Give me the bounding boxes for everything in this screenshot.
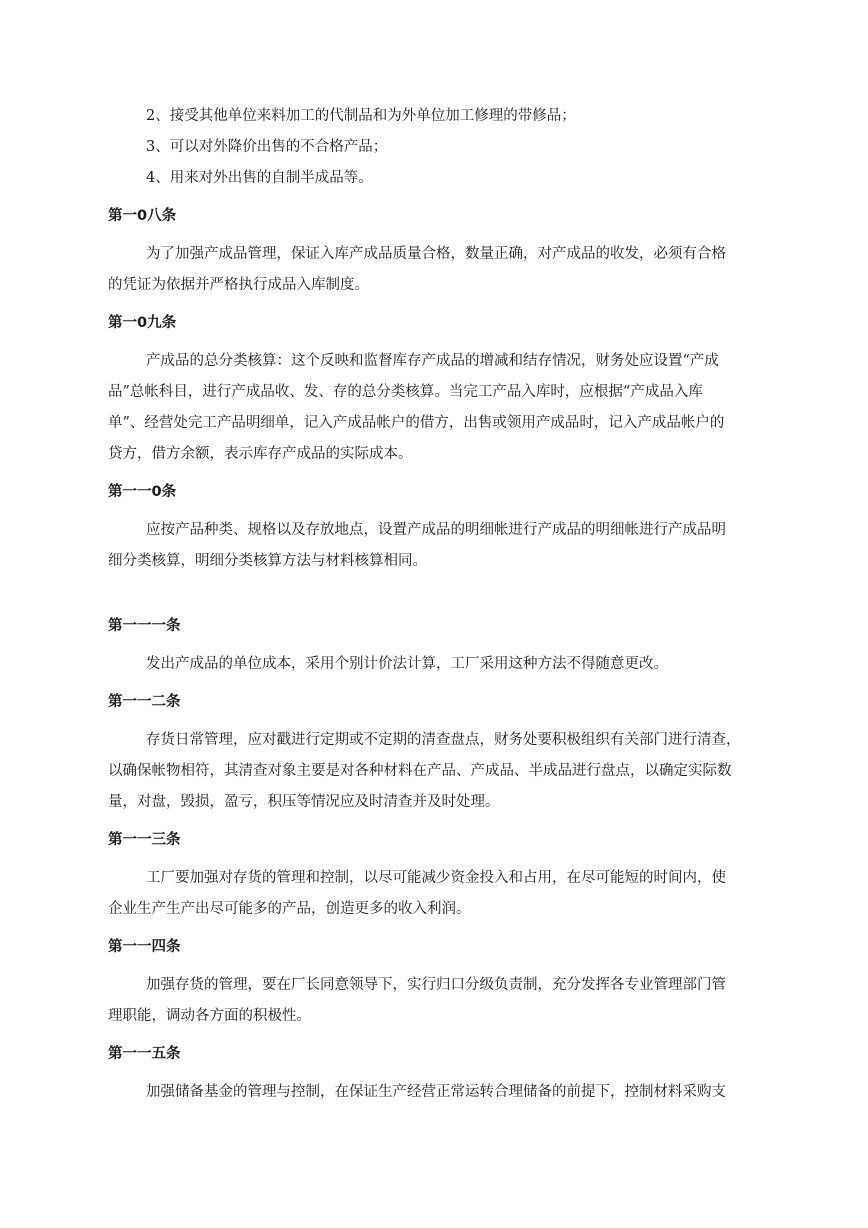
paragraph-line: 品”总帐科目，进行产成品收、发、存的总分类核算。当完工产品入库时，应根据“产成品入库 xyxy=(108,384,703,400)
paragraph-line: 贷方，借方余额，表示库存产成品的实际成本。 xyxy=(108,446,413,462)
paragraph-line: 细分类核算，明细分类核算方法与材料核算相同。 xyxy=(108,553,427,569)
section-heading: 第一一五条 xyxy=(108,1046,181,1062)
paragraph-line: 为了加强产成品管理，保证入库产成品质量合格，数量正确，对产成品的收发，必须有合格 xyxy=(146,246,726,262)
section-heading: 第一0九条 xyxy=(108,315,177,331)
paragraph-line: 加强存货的管理，要在厂长同意领导下，实行归口分级负责制，充分发挥各专业管理部门管 xyxy=(146,977,726,993)
paragraph-line: 企业生产生产出尽可能多的产品，创造更多的收入利润。 xyxy=(108,901,471,917)
paragraph-line: 理职能，调动各方面的积极性。 xyxy=(108,1008,311,1024)
paragraph-line: 以确保帐物相符，其清查对象主要是对各种材料在产品、产成品、半成品进行盘点，以确定实际数 xyxy=(108,763,732,779)
section-heading: 第一一0条 xyxy=(108,484,177,500)
section-heading: 第一一一条 xyxy=(108,618,181,634)
paragraph-line: 产成品的总分类核算：这个反映和监督库存产成品的增减和结存情况，财务处应设置“产成 xyxy=(146,353,719,369)
section-heading: 第一一二条 xyxy=(108,694,181,710)
paragraph-line: 量，对盘，毁损，盈亏，积压等情况应及时清查并及时处理。 xyxy=(108,794,500,810)
paragraph-line: 工厂要加强对存货的管理和控制，以尽可能减少资金投入和占用，在尽可能短的时间内，使 xyxy=(146,870,726,886)
section-heading: 第一一三条 xyxy=(108,832,181,848)
paragraph-line: 应按产品种类、规格以及存放地点，设置产成品的明细帐进行产成品的明细帐进行产成品明 xyxy=(146,522,726,538)
paragraph-line: 存货日常管理，应对戳进行定期或不定期的清查盘点，财务处要积极组织有关部门进行清查， xyxy=(146,732,741,748)
section-heading: 第一一四条 xyxy=(108,939,181,955)
paragraph-line: 发出产成品的单位成本，采用个别计价法计算，工厂采用这种方法不得随意更改。 xyxy=(146,656,668,672)
paragraph-line: 的凭证为依据并严格执行成品入库制度。 xyxy=(108,277,369,293)
list-item: 2、接受其他单位来料加工的代制品和为外单位加工修理的带修品； xyxy=(146,108,576,124)
paragraph-line: 单”、经营处完工产品明细单，记入产成品帐户的借方，出售或领用产成品时，记入产成品帐户的 xyxy=(108,415,725,431)
list-item: 4、用来对外出售的自制半成品等。 xyxy=(146,170,373,186)
list-item: 3、可以对外降价出售的不合格产品； xyxy=(146,139,388,155)
section-heading: 第一0八条 xyxy=(108,208,177,224)
paragraph-line: 加强储备基金的管理与控制，在保证生产经营正常运转合理储备的前提下，控制材料采购支 xyxy=(146,1084,726,1100)
